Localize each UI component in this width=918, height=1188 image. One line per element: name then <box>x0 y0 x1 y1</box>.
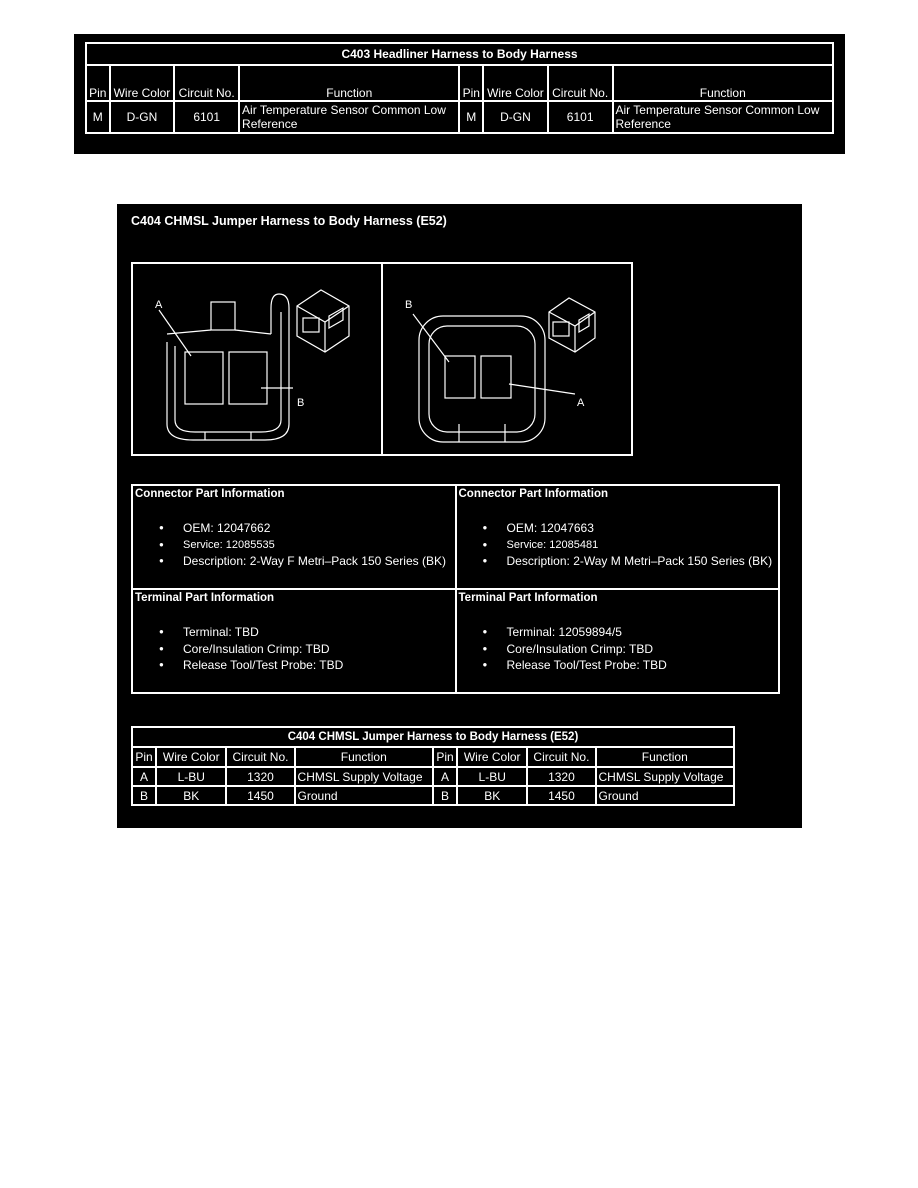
terminal-info-list <box>457 624 667 674</box>
pin-header: Pin <box>433 747 457 767</box>
function-header: Function <box>596 747 735 767</box>
c404-table-title: C404 CHMSL Jumper Harness to Body Harness (E52) <box>132 727 734 747</box>
list-item: ● OEM: 12047662 <box>133 520 446 537</box>
list-item: ● Description: 2-Way F Metri–Pack 150 Series (BK) <box>133 553 446 570</box>
wire-color-header: Wire Color <box>110 65 175 101</box>
list-item: ● Core/Insulation Crimp: TBD <box>457 641 667 658</box>
connector-diagram <box>131 262 633 456</box>
list-item: ● Terminal: 12059894/5 <box>457 624 667 641</box>
circuit-header: Circuit No. <box>527 747 595 767</box>
c403-pinout-table <box>85 42 834 134</box>
pin-cell: B <box>132 786 156 805</box>
wire-color-cell: D-GN <box>483 101 548 133</box>
circuit-cell: 6101 <box>548 101 613 133</box>
terminal-info-right <box>456 589 780 693</box>
pin-cell: A <box>132 767 156 786</box>
list-item: ● Release Tool/Test Probe: TBD <box>133 657 343 674</box>
function-header: Function <box>295 747 433 767</box>
connector-info-heading: Connector Part Information <box>458 488 609 500</box>
function-header: Function <box>613 65 833 101</box>
c404-panel <box>117 204 802 828</box>
list-item: ● Terminal: TBD <box>133 624 343 641</box>
wire-color-header: Wire Color <box>483 65 548 101</box>
wire-color-cell: BK <box>156 786 226 805</box>
pin-cell: A <box>433 767 457 786</box>
pin-cell: B <box>433 786 457 805</box>
circuit-cell: 1320 <box>527 767 595 786</box>
pin-header: Pin <box>86 65 110 101</box>
list-item: ● OEM: 12047663 <box>457 520 773 537</box>
pin-header: Pin <box>459 65 483 101</box>
pin-cell: M <box>459 101 483 133</box>
circuit-cell: 1450 <box>527 786 595 805</box>
table-row <box>132 767 734 786</box>
list-item: ● Service: 12085535 <box>133 537 446 554</box>
wire-color-cell: BK <box>457 786 527 805</box>
list-item: ● Release Tool/Test Probe: TBD <box>457 657 667 674</box>
table-row <box>86 101 833 133</box>
circuit-header: Circuit No. <box>548 65 613 101</box>
female-connector-illustration <box>133 264 381 454</box>
terminal-info-heading: Terminal Part Information <box>135 592 275 604</box>
connector-info-list <box>133 520 446 570</box>
wire-color-cell: L-BU <box>457 767 527 786</box>
pin-a-label: A <box>577 397 585 409</box>
table-row <box>132 786 734 805</box>
wire-color-cell: D-GN <box>110 101 175 133</box>
pin-cell: M <box>86 101 110 133</box>
male-connector-illustration <box>383 264 631 454</box>
connector-info-list <box>457 520 773 570</box>
pin-a-label: A <box>155 299 163 311</box>
wire-color-header: Wire Color <box>156 747 226 767</box>
function-header: Function <box>239 65 459 101</box>
c403-panel <box>74 34 845 154</box>
circuit-cell: 1450 <box>226 786 294 805</box>
wire-color-cell: L-BU <box>156 767 226 786</box>
list-item: ● Service: 12085481 <box>457 537 773 554</box>
wire-color-header: Wire Color <box>457 747 527 767</box>
function-cell: Air Temperature Sensor Common Low Reference <box>239 101 459 133</box>
list-item: ● Description: 2-Way M Metri–Pack 150 Series (BK) <box>457 553 773 570</box>
circuit-header: Circuit No. <box>226 747 294 767</box>
terminal-info-heading: Terminal Part Information <box>458 592 598 604</box>
pin-b-label: B <box>297 397 305 409</box>
c404-heading: C404 CHMSL Jumper Harness to Body Harness (E52) <box>131 214 447 228</box>
function-cell: Ground <box>295 786 433 805</box>
function-cell: Ground <box>596 786 735 805</box>
part-information-table <box>131 484 780 694</box>
circuit-cell: 6101 <box>174 101 239 133</box>
terminal-info-left <box>132 589 456 693</box>
circuit-header: Circuit No. <box>174 65 239 101</box>
terminal-info-list <box>133 624 343 674</box>
connector-info-right <box>456 485 780 589</box>
function-cell: CHMSL Supply Voltage <box>295 767 433 786</box>
pin-header: Pin <box>132 747 156 767</box>
function-cell: CHMSL Supply Voltage <box>596 767 735 786</box>
pin-b-label: B <box>405 299 413 311</box>
c403-table-title: C403 Headliner Harness to Body Harness <box>86 43 833 65</box>
function-cell: Air Temperature Sensor Common Low Reference <box>613 101 833 133</box>
circuit-cell: 1320 <box>226 767 294 786</box>
connector-info-left <box>132 485 456 589</box>
connector-info-heading: Connector Part Information <box>135 488 285 500</box>
c404-pinout-table <box>131 726 735 806</box>
list-item: ● Core/Insulation Crimp: TBD <box>133 641 343 658</box>
